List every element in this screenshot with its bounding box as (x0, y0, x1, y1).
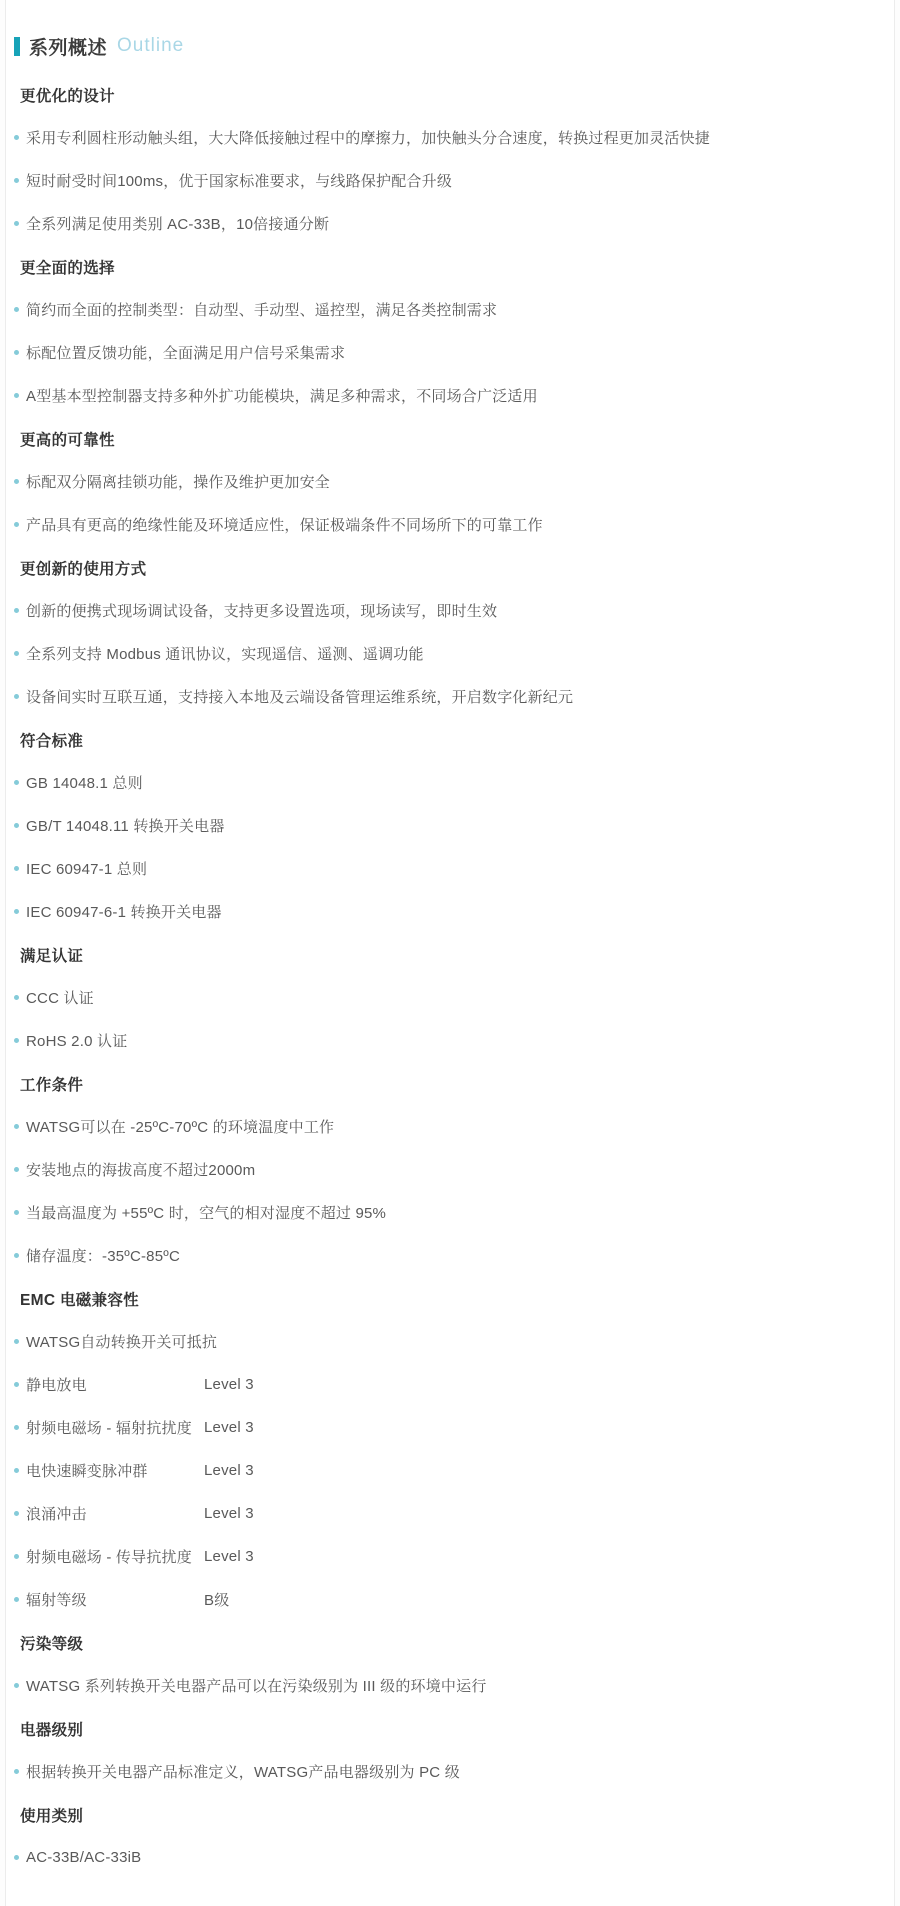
bullet-item-value: Level 3 (204, 1462, 254, 1479)
bullet-dot-icon (14, 393, 19, 398)
bullet-item-text: 射频电磁场 - 辐射抗扰度 (26, 1420, 192, 1437)
bullet-item-text: AC-33B/AC-33iB (26, 1849, 142, 1866)
bullet-item-text: WATSG可以在 -25ºC-70ºC 的环境温度中工作 (26, 1119, 335, 1136)
section-heading (6, 1793, 894, 1836)
bullet-dot-icon (14, 823, 19, 828)
bullet-dot-icon (14, 479, 19, 484)
section-heading (6, 73, 894, 116)
section-heading (6, 1277, 894, 1320)
bullet-dot-icon (14, 608, 19, 613)
bullet-dot-icon (14, 1511, 19, 1516)
bullet-item-text: CCC 认证 (26, 990, 94, 1007)
bullet-item (6, 761, 894, 804)
section-heading (6, 933, 894, 976)
bullet-item-value: Level 3 (204, 1419, 254, 1436)
section-heading (6, 718, 894, 761)
bullet-dot-icon (14, 694, 19, 699)
bullet-item (6, 1019, 894, 1062)
bullet-item-value: Level 3 (204, 1376, 254, 1393)
bullet-item (6, 159, 894, 202)
bullet-item (6, 1406, 894, 1449)
bullet-item-text: 安装地点的海拔高度不超过2000m (26, 1162, 256, 1179)
bullet-item (6, 1492, 894, 1535)
bullet-item (6, 1320, 894, 1363)
bullet-item-text: 射频电磁场 - 传导抗扰度 (26, 1549, 192, 1566)
bullet-item (6, 890, 894, 933)
page-title-en: Outline (117, 35, 185, 56)
section-heading-label: 符合标准 (20, 732, 84, 750)
bullet-item-text: RoHS 2.0 认证 (26, 1033, 128, 1050)
bullet-item-text: 全系列满足使用类别 AC-33B，10倍接通分断 (26, 216, 330, 233)
bullet-item (6, 632, 894, 675)
bullet-dot-icon (14, 1425, 19, 1430)
bullet-item (6, 116, 894, 159)
bullet-item (6, 331, 894, 374)
bullet-item-text: 产品具有更高的绝缘性能及环境适应性，保证极端条件不同场所下的可靠工作 (26, 517, 543, 534)
bullet-dot-icon (14, 135, 19, 140)
bullet-dot-icon (14, 1382, 19, 1387)
bullet-dot-icon (14, 1339, 19, 1344)
bullet-dot-icon (14, 1468, 19, 1473)
bullet-item-text: 标配位置反馈功能，全面满足用户信号采集需求 (26, 345, 346, 362)
bullet-item-value: Level 3 (204, 1505, 254, 1522)
bullet-item-text: 当最高温度为 +55ºC 时，空气的相对湿度不超过 95% (26, 1205, 387, 1222)
bullet-item (6, 288, 894, 331)
bullet-item (6, 460, 894, 503)
section-heading-label: 满足认证 (20, 947, 84, 965)
bullet-dot-icon (14, 221, 19, 226)
bullet-item (6, 202, 894, 245)
title-accent-bar (14, 37, 20, 56)
bullet-item (6, 675, 894, 718)
document-card (5, 0, 895, 1906)
bullet-item (6, 976, 894, 1019)
bullet-item (6, 1836, 894, 1879)
bullet-dot-icon (14, 1253, 19, 1258)
bullet-item-text: 根据转换开关电器产品标准定义，WATSG产品电器级别为 PC 级 (26, 1764, 460, 1781)
section-heading-label: 工作条件 (20, 1076, 84, 1094)
section-heading (6, 417, 894, 460)
bullet-item-text: 浪涌冲击 (26, 1506, 87, 1523)
bullet-dot-icon (14, 909, 19, 914)
bullet-item (6, 1535, 894, 1578)
section-heading-label: 使用类别 (20, 1807, 84, 1825)
section-heading-label: 更高的可靠性 (20, 431, 115, 449)
bullet-dot-icon (14, 1683, 19, 1688)
bullet-dot-icon (14, 1597, 19, 1602)
bullet-dot-icon (14, 866, 19, 871)
bullet-item (6, 1750, 894, 1793)
section-heading-label: 电器级别 (20, 1721, 84, 1739)
bullet-item-text: A型基本型控制器支持多种外扩功能模块，满足多种需求，不同场合广泛适用 (26, 388, 538, 405)
bullet-dot-icon (14, 780, 19, 785)
bullet-item-text: 电快速瞬变脉冲群 (26, 1463, 148, 1480)
bullet-item-text: WATSG 系列转换开关电器产品可以在污染级别为 III 级的环境中运行 (26, 1678, 487, 1695)
bullet-dot-icon (14, 1038, 19, 1043)
bullet-item-text: WATSG自动转换开关可抵抗 (26, 1334, 218, 1351)
bullet-item (6, 1578, 894, 1621)
bullet-item-text: 辐射等级 (26, 1592, 87, 1609)
section-heading (6, 245, 894, 288)
bullet-item (6, 1664, 894, 1707)
bullet-item-value: Level 3 (204, 1548, 254, 1565)
bullet-item-text: 简约而全面的控制类型：自动型、手动型、遥控型，满足各类控制需求 (26, 302, 498, 319)
bullet-item (6, 1363, 894, 1406)
section-heading-label: 更全面的选择 (20, 259, 115, 277)
bullet-dot-icon (14, 307, 19, 312)
bullet-item (6, 1234, 894, 1277)
bullet-item-text: 短时耐受时间100ms，优于国家标准要求，与线路保护配合升级 (26, 173, 453, 190)
bullet-dot-icon (14, 1554, 19, 1559)
bullet-dot-icon (14, 1769, 19, 1774)
section-heading-label: 更优化的设计 (20, 87, 115, 105)
bullet-dot-icon (14, 995, 19, 1000)
section-heading-label: 污染等级 (20, 1635, 84, 1653)
bullet-item-text: 储存温度：-35ºC-85ºC (26, 1248, 180, 1265)
page-title-zh: 系列概述 (29, 37, 108, 59)
bullet-item (6, 503, 894, 546)
section-heading-label: EMC 电磁兼容性 (20, 1291, 139, 1309)
bullet-dot-icon (14, 1210, 19, 1215)
bullet-dot-icon (14, 651, 19, 656)
bullet-item (6, 1191, 894, 1234)
bullet-item-text: IEC 60947-6-1 转换开关电器 (26, 904, 222, 921)
bullet-item-text: IEC 60947-1 总则 (26, 861, 148, 878)
bullet-dot-icon (14, 178, 19, 183)
section-heading (6, 1621, 894, 1664)
section-heading-label: 更创新的使用方式 (20, 560, 147, 578)
bullet-item-text: 标配双分隔离挂锁功能，操作及维护更加安全 (26, 474, 331, 491)
bullet-item (6, 374, 894, 417)
outline-sections (6, 73, 894, 1879)
bullet-dot-icon (14, 522, 19, 527)
bullet-item (6, 847, 894, 890)
bullet-item-text: 创新的便携式现场调试设备，支持更多设置选项，现场读写，即时生效 (26, 603, 498, 620)
bullet-item (6, 1449, 894, 1492)
bullet-item (6, 804, 894, 847)
bullet-item-text: GB/T 14048.11 转换开关电器 (26, 818, 225, 835)
bullet-item-text: 静电放电 (26, 1377, 87, 1394)
bullet-item (6, 1105, 894, 1148)
page-title (6, 0, 894, 59)
bullet-item-text: 设备间实时互联互通，支持接入本地及云端设备管理运维系统，开启数字化新纪元 (26, 689, 574, 706)
bullet-item-text: 全系列支持 Modbus 通讯协议，实现遥信、遥测、遥调功能 (26, 646, 424, 663)
bullet-item (6, 1148, 894, 1191)
bullet-item-text: 采用专利圆柱形动触头组，大大降低接触过程中的摩擦力，加快触头分合速度，转换过程更加灵活快捷 (26, 130, 711, 147)
section-heading (6, 546, 894, 589)
bullet-item-text: GB 14048.1 总则 (26, 775, 143, 792)
bullet-dot-icon (14, 1855, 19, 1860)
bullet-dot-icon (14, 1167, 19, 1172)
bullet-dot-icon (14, 350, 19, 355)
bullet-dot-icon (14, 1124, 19, 1129)
section-heading (6, 1707, 894, 1750)
section-heading (6, 1062, 894, 1105)
bullet-item-value: B级 (204, 1592, 230, 1609)
bullet-item (6, 589, 894, 632)
